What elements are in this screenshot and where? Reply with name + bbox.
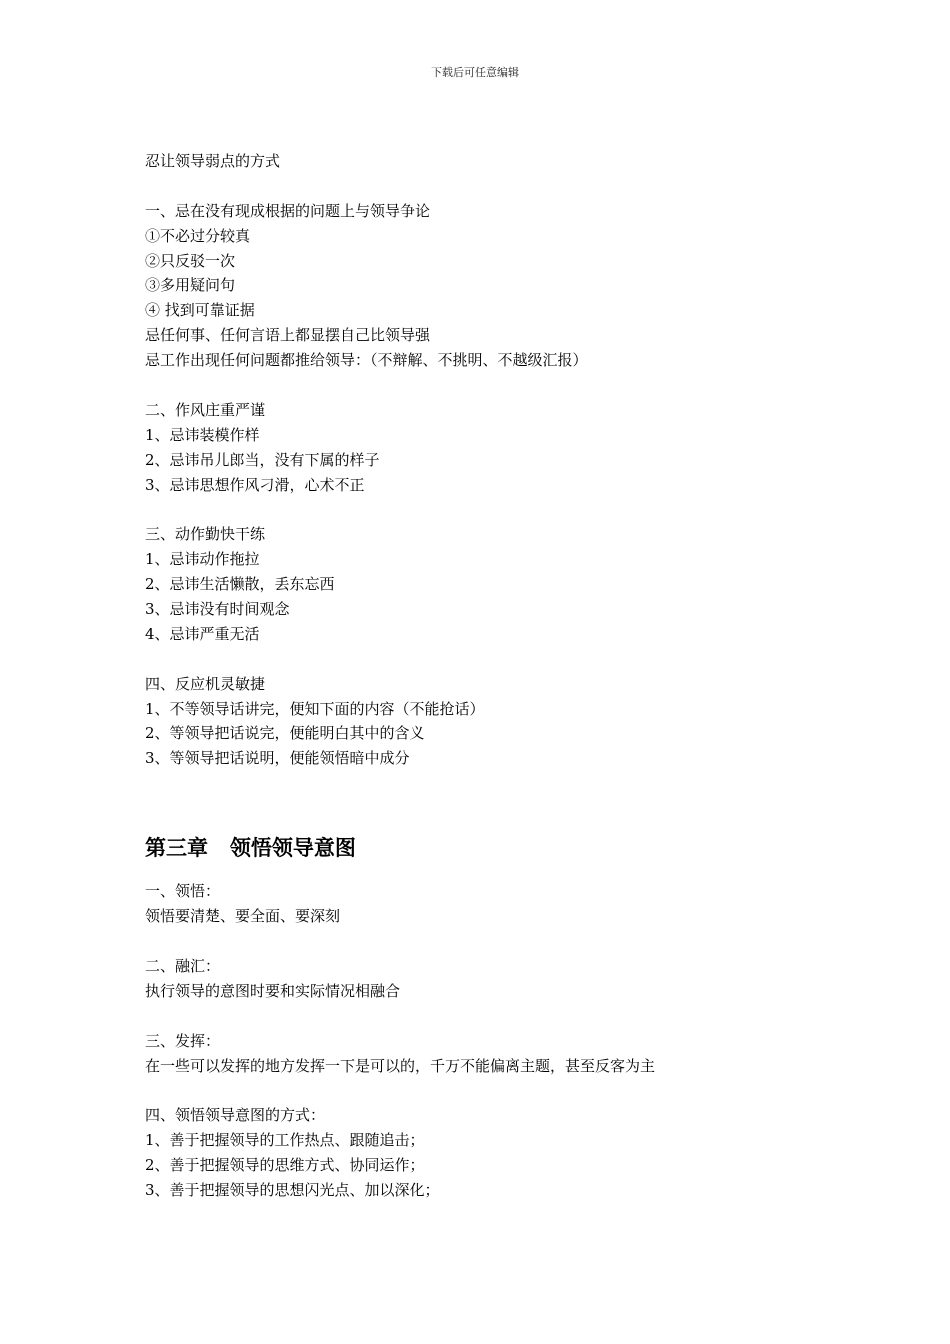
document-body [145,149,825,1203]
list-item: ④ 找到可靠证据 [145,301,255,320]
part-heading: 四、领悟领导意图的方式： [145,1106,326,1125]
part-heading: 二、作风庄重严谨 [145,400,266,419]
blank-line [145,1078,825,1103]
note-line: 忌工作出现任何问题都推给领导：（不辩解、不挑明、不越级汇报） [145,351,588,370]
blank-line [145,373,825,398]
part-heading: 四、反应机灵敏捷 [145,674,266,693]
part-heading: 三、发挥： [145,1031,221,1050]
list-item: 2、等领导把话说完，便能明白其中的含义 [145,724,425,743]
body-text: 在一些可以发挥的地方发挥一下是可以的，千万不能偏离主题，甚至反客为主 [145,1056,656,1075]
blank-line [145,929,825,954]
body-text: 领悟要清楚、要全面、要深刻 [145,907,341,926]
list-item: 2、忌讳生活懒散，丢东忘西 [145,575,335,594]
list-item: 3、忌讳思想作风刁滑，心术不正 [145,475,365,494]
section-gap [145,771,825,833]
list-item: 4、忌讳严重无活 [145,624,260,643]
blank-line [145,1004,825,1029]
list-item: 3、善于把握领导的思想闪光点、加以深化； [145,1180,440,1199]
list-item: 1、忌讳动作拖拉 [145,550,260,569]
list-item: 1、不等领导话讲完，便知下面的内容（不能抢话） [145,699,485,718]
part-heading: 一、忌在没有现成根据的问题上与领导争论 [145,201,431,220]
blank-line [145,647,825,672]
blank-line [145,174,825,199]
list-item: 2、善于把握领导的思维方式、协同运作； [145,1156,425,1175]
part-heading: 一、领悟： [145,882,221,901]
page-header: 下载后可任意编辑 [431,66,519,79]
list-item: 3、忌讳没有时间观念 [145,600,290,619]
list-item: ①不必过分较真 [145,226,251,245]
note-line: 忌任何事、任何言语上都显摆自己比领导强 [145,326,431,345]
body-text: 执行领导的意图时要和实际情况相融合 [145,981,401,1000]
list-item: 3、等领导把话说明，便能领悟暗中成分 [145,749,410,768]
blank-line [145,497,825,522]
part-heading: 三、动作勤快干练 [145,525,266,544]
section-title: 忍让领导弱点的方式 [145,152,281,170]
list-item: 2、忌讳吊儿郎当，没有下属的样子 [145,450,380,469]
list-item: 1、忌讳装模作样 [145,425,260,444]
part-heading: 二、融汇： [145,956,221,975]
list-item: ③多用疑问句 [145,276,236,295]
chapter-title: 第三章 领悟领导意图 [145,835,356,861]
list-item: 1、善于把握领导的工作热点、跟随追击； [145,1131,425,1150]
list-item: ②只反驳一次 [145,251,236,270]
